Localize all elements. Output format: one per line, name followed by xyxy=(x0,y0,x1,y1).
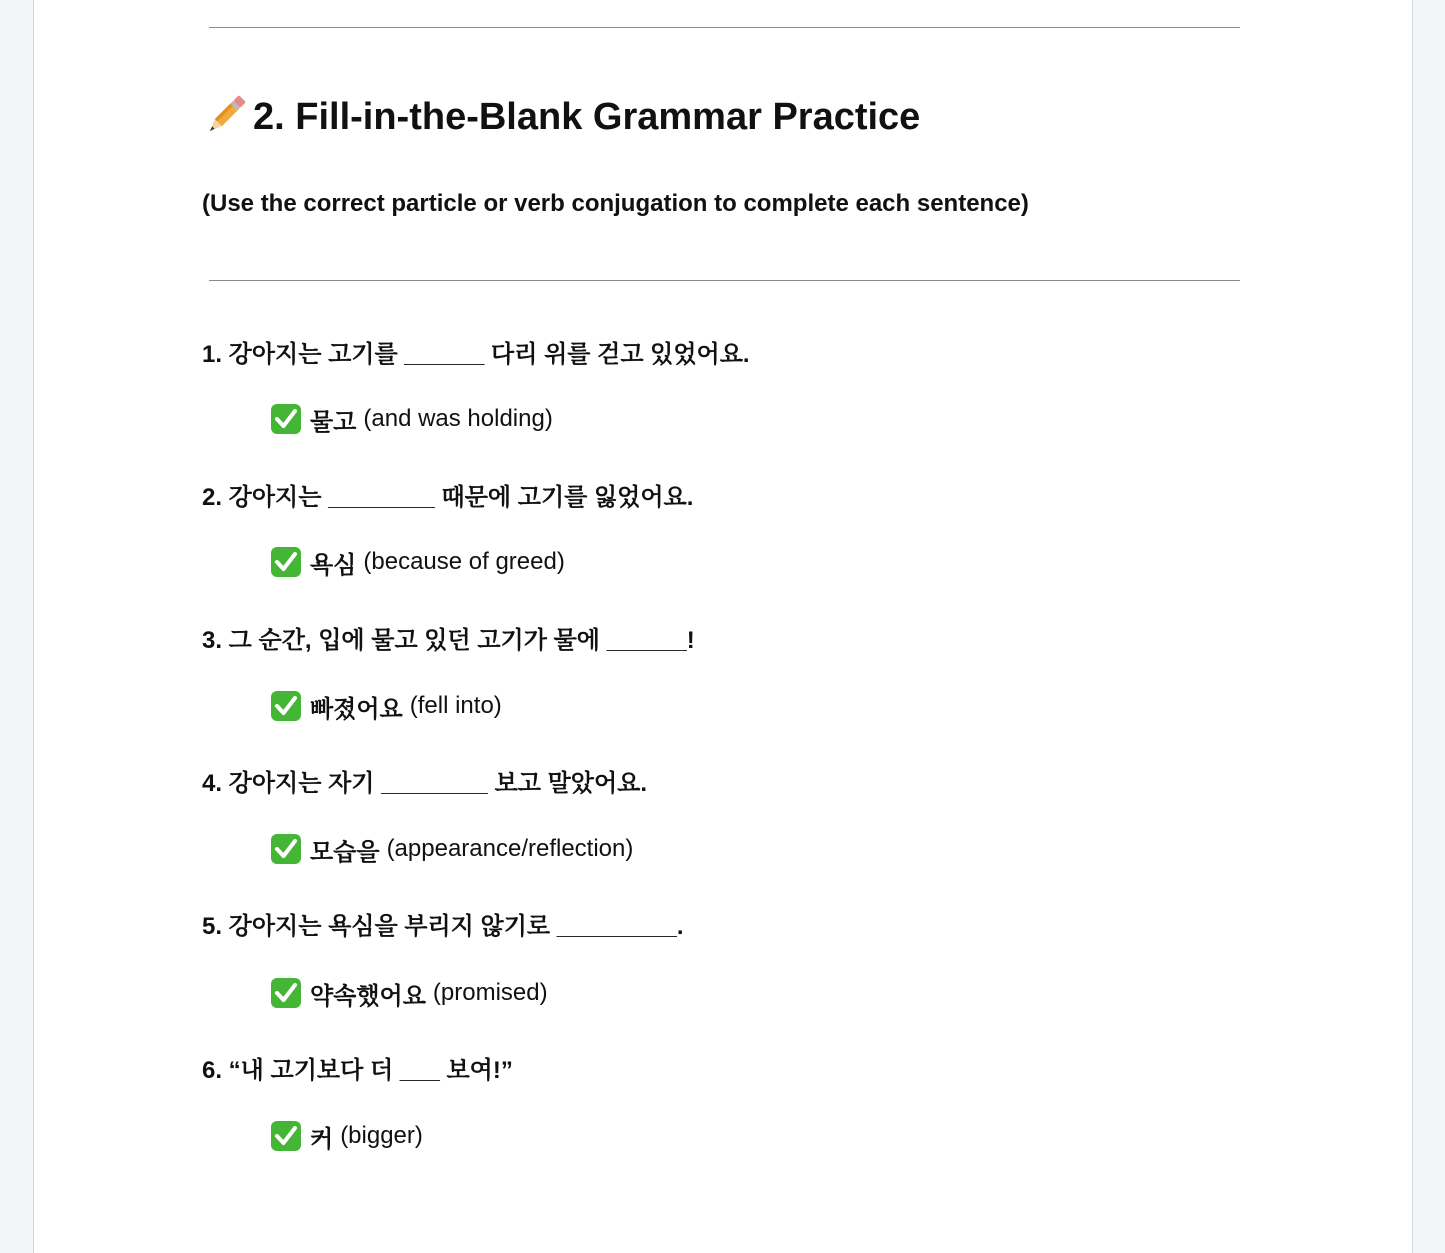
question-4: 4. 강아지는 자기 ________ 보고 말았어요. xyxy=(202,770,648,797)
check-mark-button-icon xyxy=(270,1120,302,1152)
answer-1 xyxy=(270,402,553,436)
answer-gloss: (promised) xyxy=(432,979,548,1006)
answer-word: 커 xyxy=(310,1125,334,1153)
answer-word: 물고 xyxy=(310,408,357,436)
question-3: 3. 그 순간, 입에 물고 있던 고기가 물에 ______! xyxy=(202,627,695,654)
horizontal-rule-bottom xyxy=(209,280,1240,281)
answer-gloss: (appearance/reflection) xyxy=(386,835,634,862)
answer-word: 모습을 xyxy=(310,838,380,866)
answer-word: 빠졌어요 xyxy=(310,695,403,723)
check-mark-button-icon xyxy=(270,546,302,578)
check-mark-button-icon xyxy=(270,690,302,722)
horizontal-rule-top xyxy=(209,27,1240,28)
answer-gloss: (and was holding) xyxy=(363,405,553,432)
pencil-icon xyxy=(202,95,246,139)
answer-2 xyxy=(270,545,565,579)
check-mark-button-icon xyxy=(270,403,302,435)
instructions: (Use the correct particle or verb conjugation to complete each sentence) xyxy=(202,190,1029,217)
answer-gloss: (because of greed) xyxy=(363,548,565,575)
question-2: 2. 강아지는 ________ 때문에 고기를 잃었어요. xyxy=(202,484,694,511)
check-mark-button-icon xyxy=(270,833,302,865)
answer-6 xyxy=(270,1119,423,1153)
document-page xyxy=(33,0,1413,1253)
question-1: 1. 강아지는 고기를 ______ 다리 위를 걷고 있었어요. xyxy=(202,341,750,368)
answer-4 xyxy=(270,832,633,866)
section-heading xyxy=(202,92,920,142)
question-6: 6. “내 고기보다 더 ___ 보여!” xyxy=(202,1057,513,1084)
answer-word: 욕심 xyxy=(310,551,357,579)
check-mark-button-icon xyxy=(270,977,302,1009)
answer-gloss: (bigger) xyxy=(340,1122,423,1149)
answer-word: 약속했어요 xyxy=(310,982,426,1010)
answer-5 xyxy=(270,976,548,1010)
answer-3 xyxy=(270,689,502,723)
section-title: 2. Fill-in-the-Blank Grammar Practice xyxy=(253,95,921,138)
question-5: 5. 강아지는 욕심을 부리지 않기로 _________. xyxy=(202,913,684,940)
answer-gloss: (fell into) xyxy=(409,692,502,719)
